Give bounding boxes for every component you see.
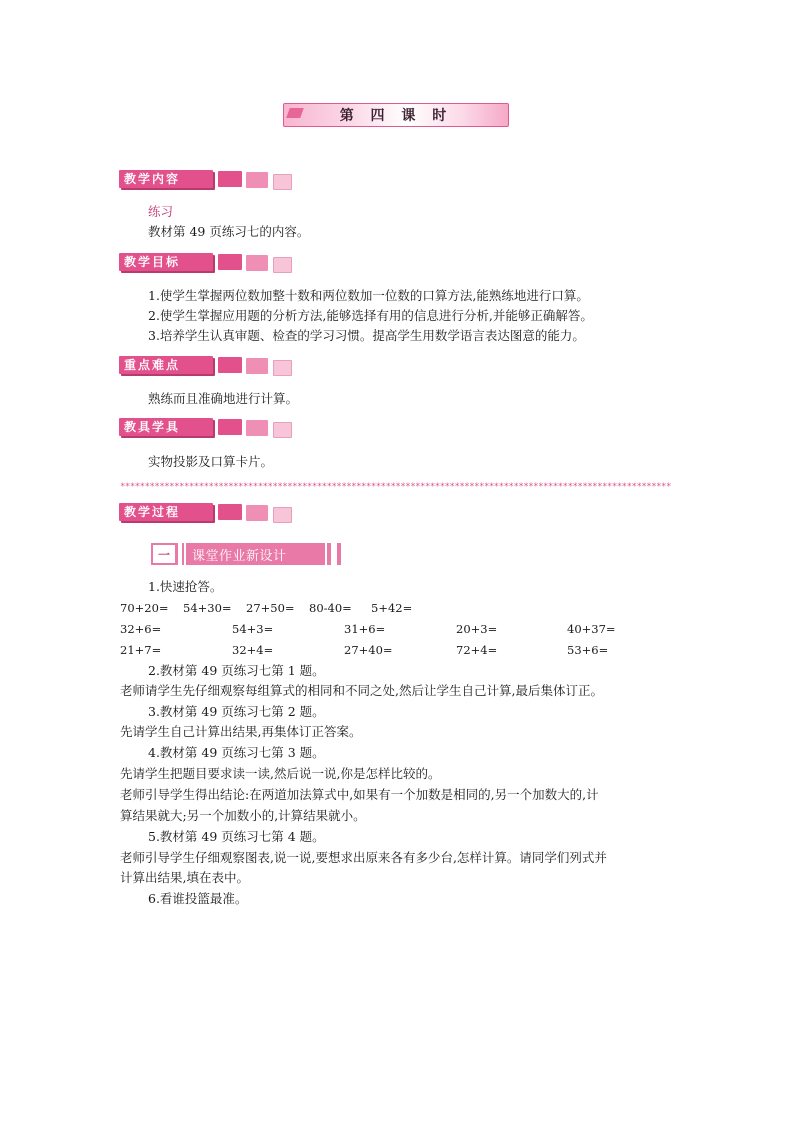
question-4-note-2b: 算结果就大;另一个加数小的,计算结果就小。 xyxy=(120,808,366,823)
question-6: 6.看谁投篮最准。 xyxy=(148,891,248,906)
section-label-key-points: 重点难点 xyxy=(119,356,213,374)
goal-2: 2.使学生掌握应用题的分析方法,能够选择有用的信息进行分析,并能够正确解答。 xyxy=(148,308,593,323)
banner-stripe xyxy=(184,543,186,565)
decor-square-3 xyxy=(273,174,292,190)
equation: 70+20= xyxy=(120,601,169,615)
subsection-number-box xyxy=(153,545,175,563)
lesson-title: 第 四 课 时 xyxy=(339,108,453,124)
question-2-note: 老师请学生先仔细观察每组算式的相同和不同之处,然后让学生自己计算,最后集体订正。 xyxy=(120,683,603,698)
decor-square-1 xyxy=(218,171,242,187)
equation: 5+42= xyxy=(371,601,413,615)
content-type: 练习 xyxy=(148,204,174,219)
equation: 72+4= xyxy=(456,643,498,657)
decor-square-1 xyxy=(218,357,242,373)
question-5-note-a: 老师引导学生仔细观察图表,说一说,要想求出原来各有多少台,怎样计算。请同学们列式并 xyxy=(120,850,607,865)
key-points-text: 熟练而且准确地进行计算。 xyxy=(148,391,299,406)
question-5: 5.教材第 49 页练习七第 4 题。 xyxy=(148,829,325,844)
question-3: 3.教材第 49 页练习七第 2 题。 xyxy=(148,704,325,719)
section-label-content: 教学内容 xyxy=(119,170,213,188)
equation: 31+6= xyxy=(344,622,386,636)
decor-square-1 xyxy=(218,419,242,435)
equation: 21+7= xyxy=(120,643,162,657)
section-label-tools: 教具学具 xyxy=(119,418,213,436)
decor-square-1 xyxy=(218,254,242,270)
question-4-note-1: 先请学生把题目要求读一读,然后说一说,你是怎样比较的。 xyxy=(120,766,441,781)
section-label-process: 教学过程 xyxy=(119,503,213,521)
section-label-goals: 教学目标 xyxy=(119,253,213,271)
subsection-banner xyxy=(151,543,341,565)
question-5-note-b: 计算出结果,填在表中。 xyxy=(120,870,249,885)
question-1: 1.快速抢答。 xyxy=(148,579,223,594)
decor-square-2 xyxy=(246,358,268,374)
goal-3: 3.培养学生认真审题、检查的学习习惯。提高学生用数学语言表达图意的能力。 xyxy=(148,328,585,343)
star-divider: **************************************************************************************************************** xyxy=(120,482,671,492)
tools-text: 实物投影及口算卡片。 xyxy=(148,454,274,469)
subsection-label: 课堂作业新设计 xyxy=(192,548,287,564)
decor-square-3 xyxy=(273,360,292,376)
decor-square-2 xyxy=(246,505,268,521)
question-4: 4.教材第 49 页练习七第 3 题。 xyxy=(148,745,325,760)
decor-square-2 xyxy=(246,255,268,271)
decor-square-1 xyxy=(218,504,242,520)
equation: 32+4= xyxy=(232,643,274,657)
equation: 40+37= xyxy=(567,622,616,636)
decor-square-2 xyxy=(246,172,268,188)
subsection-number: 一 xyxy=(157,547,170,562)
equation: 54+3= xyxy=(232,622,274,636)
question-4-note-2a: 老师引导学生得出结论:在两道加法算式中,如果有一个加数是相同的,另一个加数大的,计 xyxy=(120,787,599,802)
equation: 80-40= xyxy=(309,601,352,615)
question-3-note: 先请学生自己计算出结果,再集体订正答案。 xyxy=(120,724,362,739)
decor-square-3 xyxy=(273,257,292,273)
equation: 54+30= xyxy=(183,601,232,615)
decor-square-2 xyxy=(246,420,268,436)
flag-icon xyxy=(286,108,304,118)
content-desc: 教材第 49 页练习七的内容。 xyxy=(148,224,310,239)
equation: 27+50= xyxy=(246,601,295,615)
goal-1: 1.使学生掌握两位数加整十数和两位数加一位数的口算方法,能熟练地进行口算。 xyxy=(148,288,589,303)
equation: 27+40= xyxy=(344,643,393,657)
lesson-title-banner xyxy=(283,103,509,127)
decor-square-3 xyxy=(273,507,292,523)
question-2: 2.教材第 49 页练习七第 1 题。 xyxy=(148,663,325,678)
banner-tail xyxy=(325,543,337,565)
banner-stripe xyxy=(178,543,182,565)
equation: 32+6= xyxy=(120,622,162,636)
equation: 20+3= xyxy=(456,622,498,636)
equation: 53+6= xyxy=(567,643,609,657)
decor-square-3 xyxy=(273,422,292,438)
